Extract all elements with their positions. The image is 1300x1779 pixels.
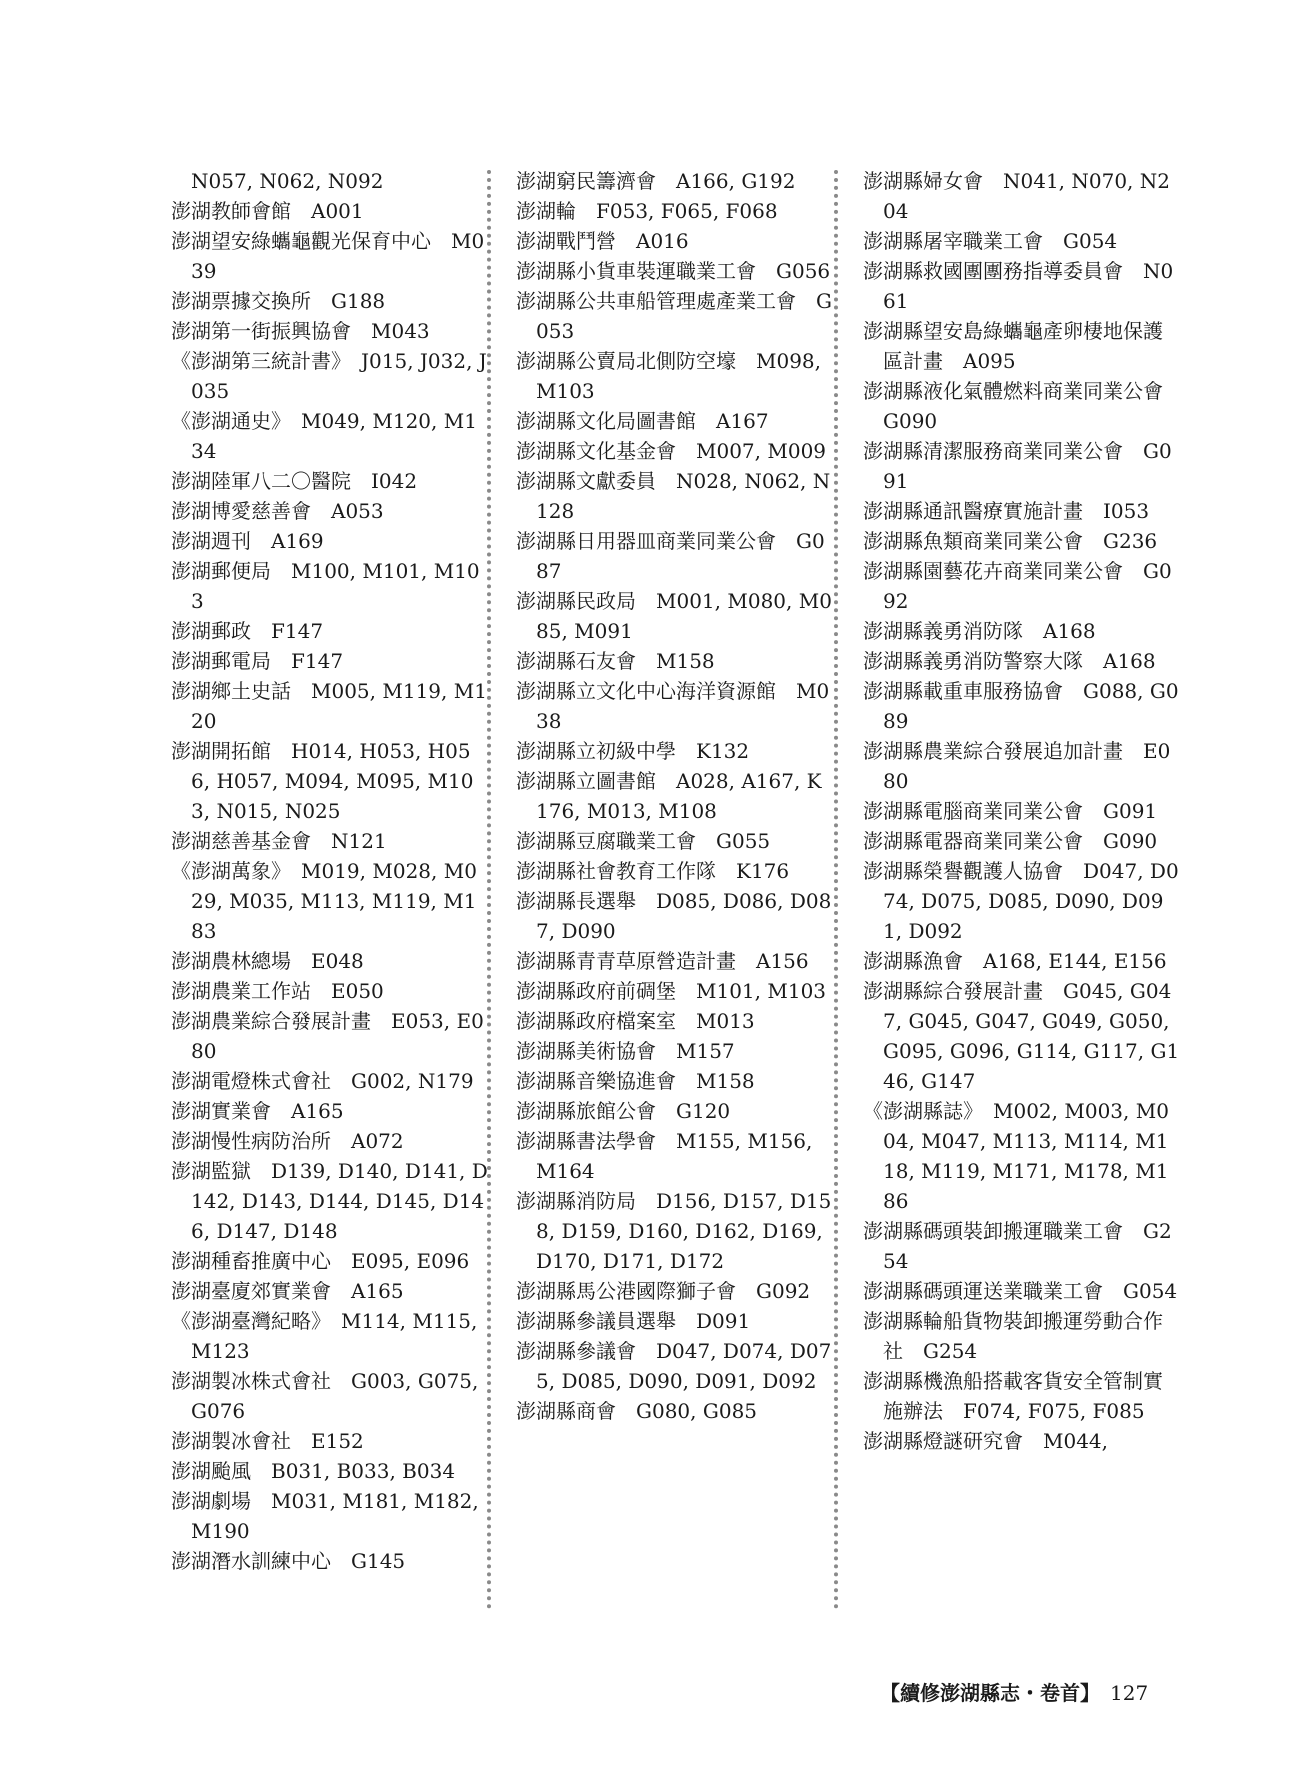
index-entry: 澎湖票據交換所 G188 xyxy=(171,289,386,313)
book-title: 【續修澎湖縣志・卷首】 xyxy=(880,1681,1100,1705)
index-entry: 澎湖縣立初級中學 K132 xyxy=(516,739,750,763)
index-entry: 澎湖縣小貨車裝運職業工會 G056 xyxy=(516,259,831,283)
index-entry: 澎湖戰鬥營 A016 xyxy=(516,229,689,253)
index-entry: 澎湖縣義勇消防隊 A168 xyxy=(863,619,1096,643)
index-entry: 澎湖縣電器商業同業公會 G090 xyxy=(863,829,1158,853)
index-entry: 澎湖博愛慈善會 A053 xyxy=(171,499,384,523)
index-column-3 xyxy=(863,166,1181,1456)
page-number: 127 xyxy=(1110,1681,1149,1705)
index-entry: 澎湖縣商會 G080, G085 xyxy=(516,1399,758,1423)
page-footer xyxy=(880,1678,1180,1708)
index-entry: 澎湖縣文獻委員 N028, N062, N128 xyxy=(516,469,831,523)
index-entry: 澎湖陸軍八二〇醫院 I042 xyxy=(171,469,418,493)
index-entry: 澎湖縣文化基金會 M007, M009 xyxy=(516,439,827,463)
index-entry: 澎湖開拓館 H014, H053, H056, H057, M094, M095, M103, N015, N025 xyxy=(171,739,474,823)
index-entry: 澎湖縣碼頭裝卸搬運職業工會 G254 xyxy=(863,1219,1172,1273)
index-entry: 《澎湖臺灣紀略》 M114, M115, M123 xyxy=(171,1309,484,1363)
index-entry: 澎湖縣燈謎研究會 M044, xyxy=(863,1429,1109,1453)
index-entry: 澎湖縣漁會 A168, E144, E156 xyxy=(863,949,1167,973)
index-entry: 澎湖縣望安島綠蠵龜產卵棲地保護區計畫 A095 xyxy=(863,319,1163,373)
index-entry: 澎湖縣立文化中心海洋資源館 M038 xyxy=(516,679,830,733)
index-entry: 澎湖望安綠蠵龜觀光保育中心 M039 xyxy=(171,229,485,283)
index-entry: 澎湖縣文化局圖書館 A167 xyxy=(516,409,769,433)
index-entry: 澎湖慈善基金會 N121 xyxy=(171,829,387,853)
index-entry: 澎湖縣參議會 D047, D074, D075, D085, D090, D091, D092 xyxy=(516,1339,832,1393)
index-entry: 澎湖縣馬公港國際獅子會 G092 xyxy=(516,1279,811,1303)
index-entry: 澎湖縣民政局 M001, M080, M085, M091 xyxy=(516,589,832,643)
index-entry: 澎湖縣豆腐職業工會 G055 xyxy=(516,829,771,853)
index-entry: 澎湖縣青青草原營造計畫 A156 xyxy=(516,949,809,973)
index-entry: 澎湖縣旅館公會 G120 xyxy=(516,1099,731,1123)
index-entry: 澎湖監獄 D139, D140, D141, D142, D143, D144, D145, D146, D147, D148 xyxy=(171,1159,488,1243)
index-entry: 澎湖製冰株式會社 G003, G075, G076 xyxy=(171,1369,485,1423)
index-entry: 澎湖教師會館 A001 xyxy=(171,199,364,223)
index-entry: N057, N062, N092 xyxy=(191,169,384,193)
index-entry: 澎湖縣參議員選舉 D091 xyxy=(516,1309,751,1333)
index-entry: 《澎湖第三統計書》 J015, J032, J035 xyxy=(171,349,487,403)
index-entry: 澎湖縣液化氣體燃料商業同業公會 G090 xyxy=(863,379,1183,433)
index-entry: 澎湖縣救國團團務指導委員會 N061 xyxy=(863,259,1174,313)
index-entry: 澎湖縣通訊醫療實施計畫 I053 xyxy=(863,499,1150,523)
index-entry: 澎湖縣音樂協進會 M158 xyxy=(516,1069,755,1093)
index-entry: 澎湖縣載重車服務協會 G088, G089 xyxy=(863,679,1179,733)
column-divider-2 xyxy=(834,170,838,1610)
index-entry: 澎湖慢性病防治所 A072 xyxy=(171,1129,404,1153)
index-entry: 《澎湖萬象》 M019, M028, M029, M035, M113, M119, M183 xyxy=(171,859,477,943)
index-entry: 澎湖縣政府前碉堡 M101, M103 xyxy=(516,979,827,1003)
index-entry: 澎湖縣機漁船搭載客貨安全管制實施辦法 F074, F075, F085 xyxy=(863,1369,1163,1423)
index-entry: 澎湖縣長選舉 D085, D086, D087, D090 xyxy=(516,889,832,943)
index-entry: 澎湖縣電腦商業同業公會 G091 xyxy=(863,799,1158,823)
index-entry: 澎湖縣義勇消防警察大隊 A168 xyxy=(863,649,1156,673)
index-entry: 澎湖劇場 M031, M181, M182, M190 xyxy=(171,1489,486,1543)
index-column-2 xyxy=(516,166,834,1426)
index-entry: 澎湖郵便局 M100, M101, M103 xyxy=(171,559,480,613)
index-entry: 澎湖縣屠宰職業工會 G054 xyxy=(863,229,1118,253)
index-entry: 澎湖輪 F053, F065, F068 xyxy=(516,199,778,223)
index-entry: 《澎湖通史》 M049, M120, M134 xyxy=(171,409,477,463)
index-entry: 澎湖郵電局 F147 xyxy=(171,649,344,673)
index-entry: 澎湖縣公共車船管理處產業工會 G053 xyxy=(516,289,832,343)
index-column-1 xyxy=(171,166,489,1576)
index-entry: 澎湖縣園藝花卉商業同業公會 G092 xyxy=(863,559,1172,613)
index-entry: 澎湖縣碼頭運送業職業工會 G054 xyxy=(863,1279,1178,1303)
index-entry: 澎湖縣綜合發展計畫 G045, G047, G045, G047, G049, G050, G095, G096, G114, G117, G146, G147 xyxy=(863,979,1180,1093)
index-entry: 澎湖窮民籌濟會 A166, G192 xyxy=(516,169,796,193)
index-entry: 澎湖縣輪船貨物裝卸搬運勞動合作社 G254 xyxy=(863,1309,1163,1363)
index-entry: 澎湖農業綜合發展計畫 E053, E080 xyxy=(171,1009,484,1063)
index-entry: 澎湖種畜推廣中心 E095, E096 xyxy=(171,1249,470,1273)
index-entry: 澎湖農林總場 E048 xyxy=(171,949,364,973)
column-divider-1 xyxy=(487,170,491,1610)
index-entry: 澎湖潛水訓練中心 G145 xyxy=(171,1549,406,1573)
index-entry: 澎湖縣榮譽觀護人協會 D047, D074, D075, D085, D090, D091, D092 xyxy=(863,859,1179,943)
index-entry: 澎湖縣立圖書館 A028, A167, K176, M013, M108 xyxy=(516,769,822,823)
index-entry: 澎湖週刊 A169 xyxy=(171,529,324,553)
index-entry: 澎湖郵政 F147 xyxy=(171,619,324,643)
index-entry: 澎湖縣婦女會 N041, N070, N204 xyxy=(863,169,1171,223)
index-entry: 澎湖實業會 A165 xyxy=(171,1099,344,1123)
index-entry: 《澎湖縣誌》 M002, M003, M004, M047, M113, M114, M118, M119, M171, M178, M186 xyxy=(863,1099,1169,1213)
index-entry: 澎湖縣農業綜合發展追加計畫 E080 xyxy=(863,739,1171,793)
index-entry: 澎湖縣魚類商業同業公會 G236 xyxy=(863,529,1158,553)
index-entry: 澎湖縣清潔服務商業同業公會 G091 xyxy=(863,439,1172,493)
index-entry: 澎湖電燈株式會社 G002, N179 xyxy=(171,1069,474,1093)
index-entry: 澎湖鄉土史話 M005, M119, M120 xyxy=(171,679,487,733)
index-entry: 澎湖臺廈郊實業會 A165 xyxy=(171,1279,404,1303)
index-entry: 澎湖第一街振興協會 M043 xyxy=(171,319,430,343)
index-entry: 澎湖縣消防局 D156, D157, D158, D159, D160, D162, D169, D170, D171, D172 xyxy=(516,1189,832,1273)
index-entry: 澎湖農業工作站 E050 xyxy=(171,979,384,1003)
index-entry: 澎湖縣書法學會 M155, M156, M164 xyxy=(516,1129,819,1183)
index-entry: 澎湖縣日用器皿商業同業公會 G087 xyxy=(516,529,825,583)
index-entry: 澎湖縣社會教育工作隊 K176 xyxy=(516,859,790,883)
index-entry: 澎湖製冰會社 E152 xyxy=(171,1429,364,1453)
index-entry: 澎湖縣美術協會 M157 xyxy=(516,1039,735,1063)
index-entry: 澎湖縣公賣局北側防空壕 M098, M103 xyxy=(516,349,828,403)
index-entry: 澎湖颱風 B031, B033, B034 xyxy=(171,1459,456,1483)
index-entry: 澎湖縣政府檔案室 M013 xyxy=(516,1009,755,1033)
index-entry: 澎湖縣石友會 M158 xyxy=(516,649,715,673)
